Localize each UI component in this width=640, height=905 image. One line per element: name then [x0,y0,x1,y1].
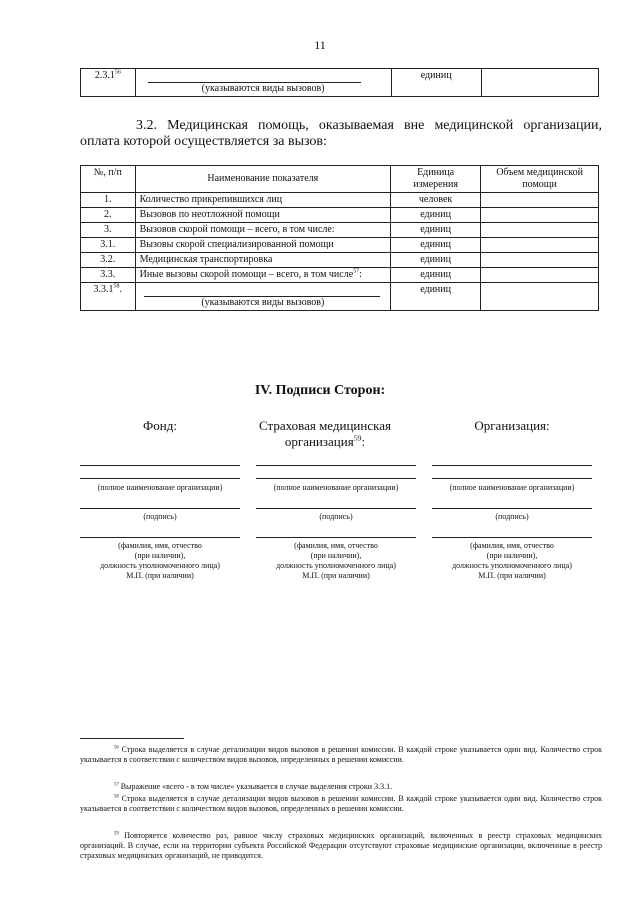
page-number: 11 [314,38,326,52]
cell-num: 3.3. [81,268,136,283]
signature-line [432,478,592,479]
row-hint: (указываются виды вызовов) [201,297,325,308]
fio-caption: (фамилия, имя, отчество (при наличии), должность уполномоченного лица) М.П. (при наличии) [100,541,220,580]
cell-volume [481,238,599,253]
cell-unit: единиц [391,253,481,268]
cell-volume [481,223,599,238]
cell-unit: человек [391,193,481,208]
row-name-cell [135,69,391,97]
signature-line [80,537,240,538]
table-row [81,268,599,283]
cell-volume [481,253,599,268]
signature-fund-title: Фонд: [143,418,177,433]
org-name-caption: (полное наименование организации) [273,483,399,492]
signature-caption: (подпись) [495,512,529,521]
table-row [81,283,599,311]
signature-caption: (подпись) [319,512,353,521]
signature-line [256,508,416,509]
cell-volume [481,193,599,208]
signature-organization-title: Организация: [474,418,550,433]
fio-caption: (фамилия, имя, отчество (при наличии), должность уполномоченного лица) М.П. (при наличии) [276,541,396,580]
cell-name: Медицинская транспортировка [135,253,390,268]
header-volume: Объем медицинской помощи [481,166,599,193]
org-name-caption: (полное наименование организации) [97,483,223,492]
row-number: 2.3.1$^{56}$ [81,69,136,97]
table-header [81,166,599,193]
footnote-separator [80,738,184,739]
signature-line [432,508,592,509]
cell-num: 3.3.1$^{58}$. [81,283,136,311]
signature-line [80,465,240,466]
signature-line [256,478,416,479]
cell-name [135,283,390,311]
cell-num: 3.1. [81,238,136,253]
table-row [81,238,599,253]
footnote-57: $^{57}$ Выражение «всего - в том числе» указывается в случае выделения строки 3.3.1. [114,782,393,791]
fio-caption: (фамилия, имя, отчество (при наличии), должность уполномоченного лица) М.П. (при наличии) [452,541,572,580]
header-unit: Единица измерения [391,166,481,193]
signature-caption: (подпись) [143,512,177,521]
cell-unit: единиц [391,283,481,311]
cell-num: 3. [81,223,136,238]
section-4-title: IV. Подписи Сторон: [254,383,386,398]
table-row [81,193,599,208]
cell-name: Вызовы скорой специализированной помощи [135,238,390,253]
section-3-2-text: 3.2. Медицинская помощь, оказываемая вне медицинской организации, оплата которой осуществляется за вызов: [80,118,602,149]
footnote-56: $^{56}$ Строка выделяется в случае детализации видов вызовов в решении комиссии. В каждой строке указывается один вид. Количество строк указывается в соответствии с количеством видов вызовов, определенных в решении комиссии. [80,745,602,764]
footnote-59: $^{59}$ Повторяется количество раз, равное числу страховых медицинских организаций, включенных в реестр страховых медицинских организаций. В случае, если на территории субъекта Российской Федерации отсутствуют страховые медицинские организации, включенные в реестр страховых медицинских организаций, не приводится. [80,831,603,860]
org-name-caption: (полное наименование организации) [449,483,575,492]
cell-name: Иные вызовы скорой помощи – всего, в том числе$^{57}$: [135,268,390,283]
header-num: №, п/п [81,166,136,193]
signature-line [256,537,416,538]
cell-name: Количество прикрепившихся лиц [135,193,390,208]
cell-unit: единиц [391,268,481,283]
signature-line [256,465,416,466]
table-row [81,253,599,268]
cell-volume [481,283,599,311]
footnote-58: $^{58}$ Строка выделяется в случае детализации видов вызовов в решении комиссии. В каждой строке указывается один вид. Количество строк указывается в соответствии с количеством видов вызовов, определенных в решении комиссии. [80,794,602,813]
signature-line [80,478,240,479]
row-unit: единиц [391,69,481,97]
table-row [81,223,599,238]
cell-name: Вызовов по неотложной помощи [135,208,390,223]
signature-line [432,537,592,538]
table-row [81,69,599,97]
cell-volume [481,268,599,283]
cell-unit: единиц [391,223,481,238]
table-continuation [80,68,599,97]
cell-num: 1. [81,193,136,208]
cell-name: Вызовов скорой помощи – всего, в том числе: [135,223,390,238]
cell-unit: единиц [391,208,481,223]
signature-line [80,508,240,509]
row-volume [481,69,598,97]
table-row [81,208,599,223]
row-hint: (указываются виды вызовов) [201,83,325,94]
table-indicators [80,165,599,311]
signature-insurer-title: Страховая медицинская организация$^{59}$: [259,418,391,449]
cell-unit: единиц [391,238,481,253]
cell-volume [481,208,599,223]
cell-num: 3.2. [81,253,136,268]
signature-line [432,465,592,466]
header-name: Наименование показателя [135,166,390,193]
cell-num: 2. [81,208,136,223]
